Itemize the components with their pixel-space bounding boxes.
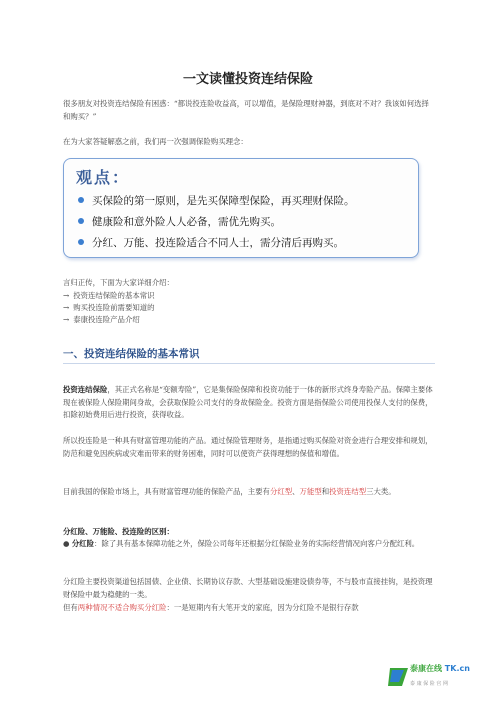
section-divider (63, 363, 435, 364)
section-paragraph: 分红险主要投资渠道包括国债、企业债、长期协议存款、大型基础设施建设债券等，不与股市直接挂钩，是投资理财保险中最为稳健的一类。 (63, 577, 433, 599)
callout-bullet: 分红、万能、投连险适合不同人士，需分清后再购买。 (78, 235, 344, 250)
callout-heading: 观点： (76, 168, 131, 187)
document-title: 一文读懂投资连结保险 (182, 72, 313, 87)
toc-item[interactable]: → 投资连结保险的基本常识 (63, 291, 155, 300)
table-of-contents (63, 290, 155, 326)
transition-text: 言归正传，下面为大家详细介绍： (63, 278, 174, 287)
section-paragraph: 目前我国的保险市场上，具有财富管理功能的保险产品，主要有分红型、万能型和投资连结型三大类。 (63, 487, 396, 496)
bullet-dot-icon (78, 218, 84, 224)
intro-paragraph-2: 在为大家答疑解惑之前，我们再一次强调保险购买理念： (63, 137, 248, 146)
logo-wordmark: 泰康在线 TK.cn (410, 664, 470, 673)
section-paragraph: 但有两种情况不适合购买分红险：一是短期内有大笔开支的家庭，因为分红险不是银行存款 (63, 603, 359, 612)
bullet-dot-icon (78, 239, 84, 245)
section-paragraph: 所以投连险是一种具有财富管理功能的产品。通过保险管理财务，是指通过购买保险对资金进行合理安排和规划，防范和避免因疾病或灾难而带来的财务困难，同时可以使资产获得理想的保值和增值。 (63, 436, 433, 458)
arrow-right-icon: → (63, 315, 70, 324)
callout-bullet: 买保险的第一原则，是先买保障型保险，再买理财保险。 (78, 193, 355, 208)
section-paragraph: 投资连结保险，其正式名称是“变额寿险”，它是集保险保障和投资功能于一体的新形式终身寿险产品。保障主要体现在被保险人保险期间身故，会获取保险公司支付的身故保险金。投资方面是指保险公司使用投保人支付的保费，扣除初始费用后进行投资，获得收益。 (63, 385, 433, 419)
list-item: ● 分红险：除了具有基本保障功能之外，保险公司每年还根据分红保险业务的实际经营情况向客户分配红利。 (63, 539, 420, 548)
callout-bullet: 健康险和意外险人人必备，需优先购买。 (78, 214, 281, 229)
toc-item[interactable]: → 泰康投连险产品介绍 (63, 315, 140, 324)
bullet-dot-icon: ● (63, 539, 70, 548)
logo-subtitle: 泰 康 保 险 官 网 (410, 681, 448, 687)
arrow-right-icon: → (63, 291, 70, 300)
section-heading: 一、投资连结保险的基本常识 (63, 348, 200, 360)
arrow-right-icon: → (63, 303, 70, 312)
toc-item[interactable]: → 购买投连险前需要知道的 (63, 303, 155, 312)
intro-paragraph: 很多朋友对投资连结保险有困惑：“都说投连险收益高，可以增值，是保险理财神器，到底对不对？我该如何选择和购买？” (63, 99, 429, 121)
taikang-logo (380, 660, 476, 694)
bullet-dot-icon (78, 197, 84, 203)
subheading: 分红险、万能险、投连险的区别： (63, 527, 174, 536)
viewpoint-callout (63, 158, 419, 258)
